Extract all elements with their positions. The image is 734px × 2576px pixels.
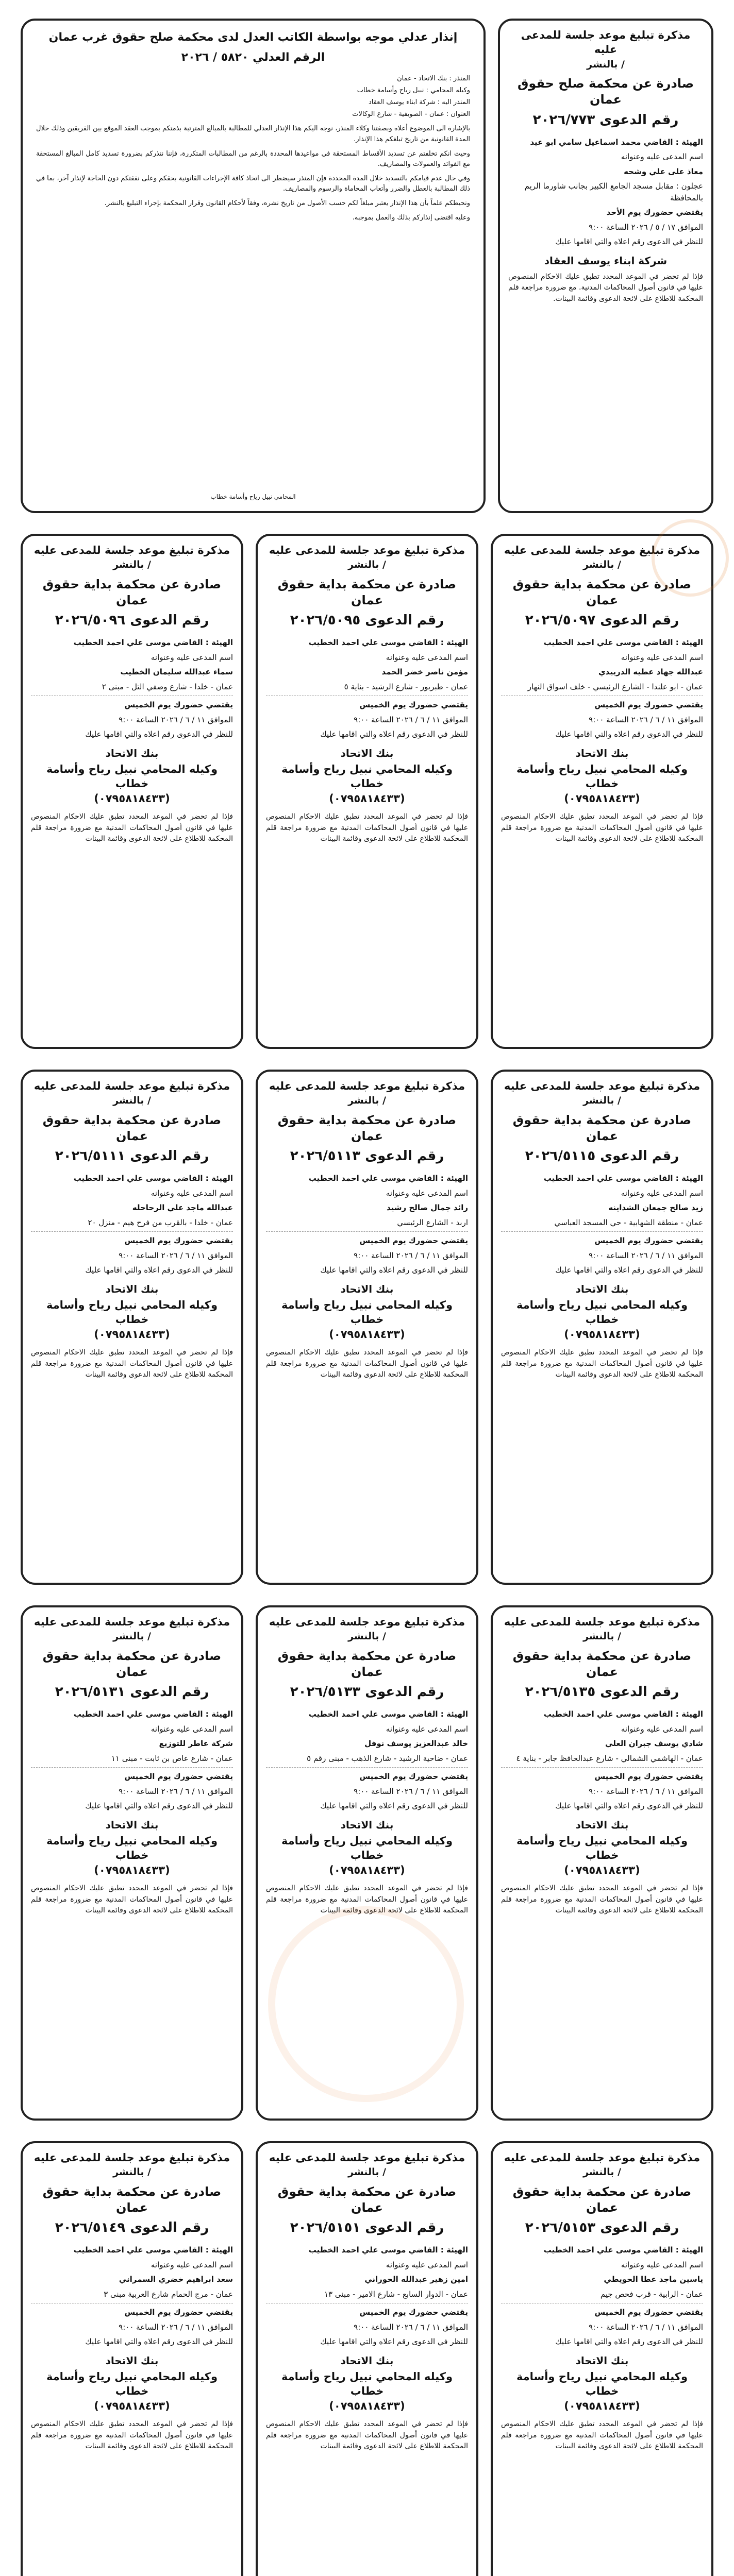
card-day: يقتضي حضورك يوم الخميس bbox=[594, 2308, 703, 2317]
card-court: صادرة عن محكمة بداية حقوق عمان bbox=[42, 1112, 222, 1144]
card-date: الموافق ١١ / ٦ / ٢٠٢٦ الساعة ٩:٠٠ bbox=[354, 1786, 468, 1796]
card-case-number: رقم الدعوى ٢٠٢٦/٥١٣١ bbox=[55, 1684, 209, 1700]
notice-card bbox=[256, 2141, 478, 2576]
card-plaintiff: بنك الاتحاد bbox=[340, 747, 394, 759]
card-judge: الهيئة : القاضي موسى علي احمد الخطيب bbox=[543, 2245, 703, 2255]
card-case-number: رقم الدعوى ٢٠٢٦/٥١٣٥ bbox=[525, 1684, 679, 1700]
notice-body bbox=[36, 124, 470, 223]
card-court: صادرة عن محكمة صلح حقوق عمان bbox=[517, 76, 694, 107]
card-subheader: / بالنشر bbox=[348, 2166, 386, 2178]
top-row bbox=[21, 19, 713, 513]
card-defendant-label: اسم المدعى عليه وعنوانه bbox=[386, 1724, 468, 1734]
card-defendant-label: اسم المدعى عليه وعنوانه bbox=[151, 1188, 233, 1198]
card-claim: للنظر في الدعوى رقم اعلاه والتي اقامها عليك bbox=[85, 2337, 233, 2347]
notice-meta-line: المنذر اليه : شركة ابناء يوسف العقاد bbox=[368, 98, 470, 107]
card-header: مذكرة تبليغ موعد جلسة للمدعى عليه bbox=[504, 2151, 700, 2164]
card-header: مذكرة تبليغ موعد جلسة للمدعى عليه bbox=[521, 29, 691, 56]
card-phone: (٠٧٩٥٨١٨٤٣٣) bbox=[329, 1328, 405, 1341]
card-address: عمان - منطقة الشهابية - حي المسجد العباسي bbox=[554, 1217, 703, 1227]
notice-meta-line: المنذر : بنك الاتحاد - عمان bbox=[397, 74, 470, 82]
card-plaintiff: بنك الاتحاد bbox=[575, 1282, 629, 1295]
card-subheader: / بالنشر bbox=[113, 2166, 151, 2178]
card-address: عمان - الرابية - قرب فحص جيم bbox=[600, 2289, 703, 2299]
card-lawyer: وكيله المحامي نبيل رياح وأسامة خطاب bbox=[516, 762, 688, 790]
card-case-number: رقم الدعوى ٢٠٢٦/٥١١٥ bbox=[525, 1148, 679, 1164]
card-address: عمان - مرج الحمام شارع العربية مبنى ٣ bbox=[104, 2289, 233, 2299]
card-claim: للنظر في الدعوى رقم اعلاه والتي اقامها عليك bbox=[320, 1801, 468, 1811]
card-phone: (٠٧٩٥٨١٨٤٣٣) bbox=[329, 2400, 405, 2413]
notice-title: إنذار عدلي موجه بواسطة الكاتب العدل لدى محكمة صلح حقوق غرب عمان bbox=[48, 31, 458, 44]
card-case-number: رقم الدعوى ٢٠٢٦/٥٠٩٥ bbox=[290, 613, 444, 629]
card-defendant-label: اسم المدعى عليه وعنوانه bbox=[151, 652, 233, 662]
card-header: مذكرة تبليغ موعد جلسة للمدعى عليه bbox=[504, 1616, 700, 1628]
card-phone: (٠٧٩٥٨١٨٤٣٣) bbox=[564, 1864, 640, 1877]
card-note: فإذا لم تحضر في الموعد المحدد تطبق عليك الاحكام المنصوص عليها في قانون أصول المحاكمات المدنية مع ضرورة مراجعة قلم المحكمة للاطلاع على لائحة الدعوى وقائمة البينات bbox=[266, 1884, 468, 1915]
card-plaintiff: شركة ابناء يوسف العقاد bbox=[544, 254, 668, 267]
divider bbox=[501, 1767, 703, 1768]
card-address: عمان - الدوار السابع - شارع الامير - مبنى ١٣ bbox=[324, 2289, 468, 2299]
notice-paragraph: بالإشارة الى الموضوع أعلاه وبصفتنا وكلاء المنذر، نوجه اليكم هذا الإنذار العدلي للمطالبة بالمبالغ المترتبة بذمتكم بموجب العقد الموقع بين الفريقين وذلك خلال المدة القانونية من تاريخ تبلغكم هذا الإنذار. bbox=[36, 125, 470, 143]
card-plaintiff: بنك الاتحاد bbox=[340, 2354, 394, 2367]
card-case-number: رقم الدعوى ٢٠٢٦/٥١١٣ bbox=[290, 1148, 444, 1164]
card-lawyer: وكيله المحامي نبيل رياح وأسامة خطاب bbox=[46, 2370, 218, 2398]
legal-warning-notice bbox=[21, 19, 486, 513]
card-defendant-label: اسم المدعى عليه وعنوانه bbox=[621, 652, 703, 662]
card-date: الموافق ١١ / ٦ / ٢٠٢٦ الساعة ٩:٠٠ bbox=[589, 715, 703, 724]
notice-meta bbox=[36, 74, 470, 120]
card-defendant-label: اسم المدعى عليه وعنوانه bbox=[151, 2260, 233, 2269]
card-date: الموافق ١١ / ٦ / ٢٠٢٦ الساعة ٩:٠٠ bbox=[119, 1250, 233, 1260]
card-defendant: عبدالله ماجد علي الرحاحله bbox=[132, 1203, 233, 1213]
card-phone: (٠٧٩٥٨١٨٤٣٣) bbox=[94, 792, 170, 805]
card-case-number: رقم الدعوى ٢٠٢٦/٥١٣٣ bbox=[290, 1684, 444, 1700]
card-line: معاذ على علي وشحه bbox=[624, 166, 703, 176]
card-date: الموافق ١١ / ٦ / ٢٠٢٦ الساعة ٩:٠٠ bbox=[354, 2322, 468, 2332]
card-header: مذكرة تبليغ موعد جلسة للمدعى عليه bbox=[269, 2151, 465, 2164]
card-plaintiff: بنك الاتحاد bbox=[105, 2354, 159, 2367]
card-header: مذكرة تبليغ موعد جلسة للمدعى عليه bbox=[269, 1080, 465, 1092]
notice-card-top-right bbox=[498, 19, 713, 513]
card-plaintiff: بنك الاتحاد bbox=[575, 747, 629, 759]
card-plaintiff: بنك الاتحاد bbox=[105, 1818, 159, 1831]
card-phone: (٠٧٩٥٨١٨٤٣٣) bbox=[94, 1328, 170, 1341]
card-case-number: رقم الدعوى ٢٠٢٦/٥١٥١ bbox=[290, 2220, 444, 2236]
card-phone: (٠٧٩٥٨١٨٤٣٣) bbox=[94, 1864, 170, 1877]
card-subheader: / بالنشر bbox=[113, 559, 151, 571]
notice-paragraph: وفي حال عدم قيامكم بالتسديد خلال المدة المحددة فإن المنذر سيضطر الى اتخاذ كافة الإجراءات القانونية بحقكم وعلى نفقتكم دون الحاجة لإنذار آخر، بما في ذلك المطالبة بالعطل والضرر وأتعاب المحاماة والرسوم والمصاريف. bbox=[36, 175, 470, 193]
card-line: اسم المدعى عليه وعنوانه bbox=[621, 152, 703, 162]
notice-cards-grid bbox=[21, 534, 713, 2576]
notice-card bbox=[491, 534, 713, 1049]
card-date: الموافق ١١ / ٦ / ٢٠٢٦ الساعة ٩:٠٠ bbox=[119, 2322, 233, 2332]
card-day: يقتضي حضورك يوم الخميس bbox=[124, 700, 233, 710]
card-day: يقتضي حضورك يوم الخميس bbox=[359, 1772, 468, 1782]
card-note: فإذا لم تحضر في الموعد المحدد تطبق عليك الاحكام المنصوص عليها في قانون أصول المحاكمات المدنية مع ضرورة مراجعة قلم المحكمة للاطلاع على لائحة الدعوى وقائمة البينات bbox=[31, 1884, 233, 1915]
card-note: فإذا لم تحضر في الموعد المحدد تطبق عليك الاحكام المنصوص عليها في قانون أصول المحاكمات المدنية مع ضرورة مراجعة قلم المحكمة للاطلاع على لائحة الدعوى وقائمة البينات bbox=[266, 1348, 468, 1379]
card-line: للنظر في الدعوى رقم اعلاه والتي اقامها عليك bbox=[555, 237, 703, 247]
notice-card bbox=[21, 1605, 243, 2121]
card-note: فإذا لم تحضر في الموعد المحدد تطبق عليك الاحكام المنصوص عليها في قانون أصول المحاكمات المدنية مع ضرورة مراجعة قلم المحكمة للاطلاع على لائحة الدعوى وقائمة البينات bbox=[501, 1348, 703, 1379]
card-line: عجلون : مقابل مسجد الجامع الكبير بجانب شاورما الريم بالمحافظة bbox=[524, 181, 703, 202]
card-day: يقتضي حضورك يوم الخميس bbox=[124, 1772, 233, 1782]
card-lawyer: وكيله المحامي نبيل رياح وأسامة خطاب bbox=[516, 2370, 688, 2398]
card-judge: الهيئة : القاضي موسى علي احمد الخطيب bbox=[308, 1174, 468, 1183]
notice-meta-line: وكيله المحامي : نبيل رياح وأسامة خطاب bbox=[357, 87, 470, 95]
card-judge: الهيئة : القاضي موسى علي احمد الخطيب bbox=[73, 2245, 233, 2255]
card-note: فإذا لم تحضر في الموعد المحدد تطبق عليك الاحكام المنصوص عليها في قانون أصول المحاكمات المدنية. مع ضرورة مراجعة قلم المحكمة للاطلاع على لائحة الدعوى وقائمة البينات. bbox=[508, 272, 703, 303]
card-note: فإذا لم تحضر في الموعد المحدد تطبق عليك الاحكام المنصوص عليها في قانون أصول المحاكمات المدنية مع ضرورة مراجعة قلم المحكمة للاطلاع على لائحة الدعوى وقائمة البينات bbox=[31, 812, 233, 843]
card-header: مذكرة تبليغ موعد جلسة للمدعى عليه bbox=[269, 1616, 465, 1628]
card-defendant-label: اسم المدعى عليه وعنوانه bbox=[386, 652, 468, 662]
card-lawyer: وكيله المحامي نبيل رياح وأسامة خطاب bbox=[46, 762, 218, 790]
card-defendant: مؤمن ناصر خضر الحمد bbox=[381, 667, 468, 677]
card-date: الموافق ١١ / ٦ / ٢٠٢٦ الساعة ٩:٠٠ bbox=[589, 1250, 703, 1260]
card-lawyer: وكيله المحامي نبيل رياح وأسامة خطاب bbox=[281, 762, 453, 790]
card-defendant-label: اسم المدعى عليه وعنوانه bbox=[386, 2260, 468, 2269]
card-plaintiff: بنك الاتحاد bbox=[105, 747, 159, 759]
card-defendant: شركة عاطر للتوزيع bbox=[159, 1739, 233, 1749]
card-defendant: عبدالله جهاد عطيه الدرييدي bbox=[598, 667, 703, 677]
card-plaintiff: بنك الاتحاد bbox=[340, 1282, 394, 1295]
card-day: يقتضي حضورك يوم الخميس bbox=[594, 700, 703, 710]
card-defendant-label: اسم المدعى عليه وعنوانه bbox=[621, 1724, 703, 1734]
notice-card bbox=[491, 1070, 713, 1585]
card-court: صادرة عن محكمة بداية حقوق عمان bbox=[277, 1648, 457, 1680]
card-lawyer: وكيله المحامي نبيل رياح وأسامة خطاب bbox=[46, 1298, 218, 1326]
card-case-number: رقم الدعوى ٢٠٢٦/٥١٥٣ bbox=[525, 2220, 679, 2236]
notice-card bbox=[491, 2141, 713, 2576]
card-claim: للنظر في الدعوى رقم اعلاه والتي اقامها عليك bbox=[85, 1801, 233, 1811]
card-subheader: / بالنشر bbox=[583, 1095, 621, 1107]
card-phone: (٠٧٩٥٨١٨٤٣٣) bbox=[94, 2400, 170, 2413]
card-court: صادرة عن محكمة بداية حقوق عمان bbox=[512, 577, 692, 608]
card-court: صادرة عن محكمة بداية حقوق عمان bbox=[42, 2184, 222, 2215]
card-phone: (٠٧٩٥٨١٨٤٣٣) bbox=[564, 792, 640, 805]
card-address: عمان - شارع عاص بن ثابت - مبنى ١١ bbox=[111, 1753, 233, 1763]
card-lawyer: وكيله المحامي نبيل رياح وأسامة خطاب bbox=[281, 2370, 453, 2398]
notice-subtitle: الرقم العدلي ٥٨٢٠ / ٢٠٢٦ bbox=[181, 50, 325, 64]
divider bbox=[31, 1767, 233, 1768]
card-address: عمان - خلدا - بالقرب من فرح هيم - منزل ٢٠ bbox=[88, 1217, 233, 1227]
card-address: عمان - الهاشمي الشمالي - شارع عبدالحافظ جابر - بناية ٤ bbox=[516, 1753, 703, 1763]
card-court: صادرة عن محكمة بداية حقوق عمان bbox=[277, 1112, 457, 1144]
card-subheader: / بالنشر bbox=[583, 559, 621, 571]
notice-card bbox=[256, 1070, 478, 1585]
notice-paragraph: وحيث انكم تخلفتم عن تسديد الأقساط المستحقة في مواعيدها المحددة بالرغم من المطالبات المتكررة، فإننا ننذركم بضرورة تسديد كامل المبالغ المستحقة مع الفوائد والعمولات والمصاريف. bbox=[36, 149, 470, 168]
notice-card bbox=[21, 1070, 243, 1585]
notice-footer: المحامي نبيل رياح وأسامة خطاب bbox=[210, 493, 296, 501]
card-note: فإذا لم تحضر في الموعد المحدد تطبق عليك الاحكام المنصوص عليها في قانون أصول المحاكمات المدنية مع ضرورة مراجعة قلم المحكمة للاطلاع على لائحة الدعوى وقائمة البينات bbox=[266, 2419, 468, 2451]
card-lawyer: وكيله المحامي نبيل رياح وأسامة خطاب bbox=[281, 1298, 453, 1326]
card-day: يقتضي حضورك يوم الخميس bbox=[359, 700, 468, 710]
card-judge: الهيئة : القاضي موسى علي احمد الخطيب bbox=[73, 638, 233, 648]
divider bbox=[31, 1231, 233, 1232]
card-date: الموافق ١١ / ٦ / ٢٠٢٦ الساعة ٩:٠٠ bbox=[119, 1786, 233, 1796]
card-note: فإذا لم تحضر في الموعد المحدد تطبق عليك الاحكام المنصوص عليها في قانون أصول المحاكمات المدنية مع ضرورة مراجعة قلم المحكمة للاطلاع على لائحة الدعوى وقائمة البينات bbox=[31, 2419, 233, 2451]
card-line: الموافق ١٧ / ٥ / ٢٠٢٦ الساعة ٩:٠٠ bbox=[589, 222, 703, 232]
card-court: صادرة عن محكمة بداية حقوق عمان bbox=[512, 1112, 692, 1144]
card-plaintiff: بنك الاتحاد bbox=[340, 1818, 394, 1831]
card-phone: (٠٧٩٥٨١٨٤٣٣) bbox=[329, 792, 405, 805]
card-defendant: سعد ابراهيم خضري السمراني bbox=[119, 2275, 233, 2284]
card-subheader: / بالنشر bbox=[348, 1631, 386, 1642]
card-header: مذكرة تبليغ موعد جلسة للمدعى عليه bbox=[504, 1080, 700, 1092]
card-judge: الهيئة : القاضي موسى علي احمد الخطيب bbox=[308, 638, 468, 648]
card-header: مذكرة تبليغ موعد جلسة للمدعى عليه bbox=[34, 2151, 230, 2164]
card-case-number: رقم الدعوى ٢٠٢٦/٥٠٩٦ bbox=[55, 613, 209, 629]
card-day: يقتضي حضورك يوم الخميس bbox=[594, 1772, 703, 1782]
card-date: الموافق ١١ / ٦ / ٢٠٢٦ الساعة ٩:٠٠ bbox=[119, 715, 233, 724]
card-date: الموافق ١١ / ٦ / ٢٠٢٦ الساعة ٩:٠٠ bbox=[589, 1786, 703, 1796]
card-subheader: / بالنشر bbox=[583, 2166, 621, 2178]
card-note: فإذا لم تحضر في الموعد المحدد تطبق عليك الاحكام المنصوص عليها في قانون أصول المحاكمات المدنية مع ضرورة مراجعة قلم المحكمة للاطلاع على لائحة الدعوى وقائمة البينات bbox=[266, 812, 468, 843]
card-case-number: رقم الدعوى ٢٠٢٦/٥١١١ bbox=[55, 1148, 209, 1164]
notice-paragraph: ونحيطكم علماً بأن هذا الإنذار يعتبر مبلغاً لكم حسب الأصول من تاريخ نشره، وفقاً لأحكام القانون وقرار المحكمة بإجراء التبليغ بالنشر. bbox=[104, 199, 470, 208]
card-claim: للنظر في الدعوى رقم اعلاه والتي اقامها عليك bbox=[320, 2337, 468, 2347]
card-note: فإذا لم تحضر في الموعد المحدد تطبق عليك الاحكام المنصوص عليها في قانون أصول المحاكمات المدنية مع ضرورة مراجعة قلم المحكمة للاطلاع على لائحة الدعوى وقائمة البينات bbox=[501, 2419, 703, 2451]
card-plaintiff: بنك الاتحاد bbox=[105, 1282, 159, 1295]
card-defendant-label: اسم المدعى عليه وعنوانه bbox=[386, 1188, 468, 1198]
card-plaintiff: بنك الاتحاد bbox=[575, 1818, 629, 1831]
card-note: فإذا لم تحضر في الموعد المحدد تطبق عليك الاحكام المنصوص عليها في قانون أصول المحاكمات المدنية مع ضرورة مراجعة قلم المحكمة للاطلاع على لائحة الدعوى وقائمة البينات bbox=[501, 1884, 703, 1915]
card-judge: الهيئة : القاضي موسى علي احمد الخطيب bbox=[308, 1709, 468, 1719]
card-address: اربد - الشارع الرئيسي bbox=[397, 1217, 468, 1227]
card-defendant: رائد جمال صالح رشيد bbox=[387, 1203, 468, 1213]
notice-card bbox=[491, 1605, 713, 2121]
card-court: صادرة عن محكمة بداية حقوق عمان bbox=[512, 1648, 692, 1680]
notice-card bbox=[21, 534, 243, 1049]
card-header: مذكرة تبليغ موعد جلسة للمدعى عليه bbox=[34, 544, 230, 556]
card-claim: للنظر في الدعوى رقم اعلاه والتي اقامها عليك bbox=[85, 1265, 233, 1275]
card-claim: للنظر في الدعوى رقم اعلاه والتي اقامها عليك bbox=[555, 1801, 703, 1811]
card-subheader: / بالنشر bbox=[583, 1631, 621, 1642]
card-header: مذكرة تبليغ موعد جلسة للمدعى عليه bbox=[34, 1080, 230, 1092]
card-date: الموافق ١١ / ٦ / ٢٠٢٦ الساعة ٩:٠٠ bbox=[354, 1250, 468, 1260]
card-claim: للنظر في الدعوى رقم اعلاه والتي اقامها عليك bbox=[555, 2337, 703, 2347]
card-subheader: / بالنشر bbox=[113, 1095, 151, 1107]
card-subheader: / بالنشر bbox=[348, 1095, 386, 1107]
card-defendant: خالد عبدالعزيز يوسف نوفل bbox=[364, 1739, 468, 1749]
card-judge: الهيئة : القاضي موسى علي احمد الخطيب bbox=[543, 1709, 703, 1719]
card-day: يقتضي حضورك يوم الخميس bbox=[124, 1236, 233, 1246]
card-lawyer: وكيله المحامي نبيل رياح وأسامة خطاب bbox=[516, 1834, 688, 1862]
card-subheader: / بالنشر bbox=[348, 559, 386, 571]
divider bbox=[501, 1231, 703, 1232]
notice-card bbox=[21, 2141, 243, 2576]
card-lawyer: وكيله المحامي نبيل رياح وأسامة خطاب bbox=[46, 1834, 218, 1862]
card-header: مذكرة تبليغ موعد جلسة للمدعى عليه bbox=[34, 1616, 230, 1628]
card-court: صادرة عن محكمة بداية حقوق عمان bbox=[277, 2184, 457, 2215]
card-defendant-label: اسم المدعى عليه وعنوانه bbox=[151, 1724, 233, 1734]
card-case-number: رقم الدعوى ٢٠٢٦/٥١٤٩ bbox=[55, 2220, 209, 2236]
card-judge: الهيئة : القاضي موسى علي احمد الخطيب bbox=[543, 1174, 703, 1183]
card-defendant: سماء عبدالله سليمان الخطيب bbox=[120, 667, 233, 677]
notice-paragraph: وعليه اقتضى إنذاركم بذلك والعمل بموجبه. bbox=[352, 214, 470, 222]
card-phone: (٠٧٩٥٨١٨٤٣٣) bbox=[564, 1328, 640, 1341]
card-case-number: رقم الدعوى ٢٠٢٦/٧٧٣ bbox=[532, 112, 679, 128]
card-day: يقتضي حضورك يوم الخميس bbox=[594, 1236, 703, 1246]
card-judge: الهيئة : القاضي موسى علي احمد الخطيب bbox=[73, 1174, 233, 1183]
card-lawyer: وكيله المحامي نبيل رياح وأسامة خطاب bbox=[281, 1834, 453, 1862]
card-court: صادرة عن محكمة بداية حقوق عمان bbox=[42, 577, 222, 608]
card-address: عمان - ضاحية الرشيد - شارع الذهب - مبنى رقم ٥ bbox=[307, 1753, 468, 1763]
card-court: صادرة عن محكمة بداية حقوق عمان bbox=[277, 577, 457, 608]
card-phone: (٠٧٩٥٨١٨٤٣٣) bbox=[564, 2400, 640, 2413]
card-claim: للنظر في الدعوى رقم اعلاه والتي اقامها عليك bbox=[85, 730, 233, 739]
card-court: صادرة عن محكمة بداية حقوق عمان bbox=[42, 1648, 222, 1680]
card-line: يقتضي حضورك يوم الأحد bbox=[606, 208, 703, 217]
card-claim: للنظر في الدعوى رقم اعلاه والتي اقامها عليك bbox=[555, 1265, 703, 1275]
card-subheader: / بالنشر bbox=[113, 1631, 151, 1642]
card-lawyer: وكيله المحامي نبيل رياح وأسامة خطاب bbox=[516, 1298, 688, 1326]
card-court: صادرة عن محكمة بداية حقوق عمان bbox=[512, 2184, 692, 2215]
card-day: يقتضي حضورك يوم الخميس bbox=[124, 2308, 233, 2317]
card-judge: الهيئة : القاضي موسى علي احمد الخطيب bbox=[308, 2245, 468, 2255]
card-defendant: زيد صالح جمعان الشداينه bbox=[608, 1203, 703, 1213]
divider bbox=[266, 1767, 468, 1768]
card-defendant: شادي يوسف جبران العلي bbox=[605, 1739, 703, 1749]
card-address: عمان - خلدا - شارع وصفي التل - مبنى ٢ bbox=[102, 682, 233, 691]
card-address: عمان - ابو علندا - الشارع الرئيسي - خلف اسواق النهار bbox=[527, 682, 703, 691]
card-claim: للنظر في الدعوى رقم اعلاه والتي اقامها عليك bbox=[555, 730, 703, 739]
card-day: يقتضي حضورك يوم الخميس bbox=[359, 1236, 468, 1246]
card-header: مذكرة تبليغ موعد جلسة للمدعى عليه bbox=[504, 544, 700, 556]
card-date: الموافق ١١ / ٦ / ٢٠٢٦ الساعة ٩:٠٠ bbox=[354, 715, 468, 724]
card-address: عمان - طبربور - شارع الرشيد - بناية ٥ bbox=[344, 682, 468, 691]
divider bbox=[266, 1231, 468, 1232]
card-judge: الهيئة : القاضي موسى علي احمد الخطيب bbox=[543, 638, 703, 648]
card-defendant: ياسين ماجد عطا الحويطي bbox=[604, 2275, 703, 2284]
card-claim: للنظر في الدعوى رقم اعلاه والتي اقامها عليك bbox=[320, 730, 468, 739]
card-defendant-label: اسم المدعى عليه وعنوانه bbox=[621, 1188, 703, 1198]
card-defendant: امين زهير عبدالله الحوراني bbox=[364, 2275, 468, 2284]
card-phone: (٠٧٩٥٨١٨٤٣٣) bbox=[329, 1864, 405, 1877]
card-subheader: / بالنشر bbox=[587, 58, 625, 70]
card-header: مذكرة تبليغ موعد جلسة للمدعى عليه bbox=[269, 544, 465, 556]
card-case-number: رقم الدعوى ٢٠٢٦/٥٠٩٧ bbox=[525, 613, 679, 629]
card-note: فإذا لم تحضر في الموعد المحدد تطبق عليك الاحكام المنصوص عليها في قانون أصول المحاكمات المدنية مع ضرورة مراجعة قلم المحكمة للاطلاع على لائحة الدعوى وقائمة البينات bbox=[31, 1348, 233, 1379]
notice-card bbox=[256, 1605, 478, 2121]
card-line: الهيئة : القاضي محمد اسماعيل سامي ابو عيد bbox=[530, 137, 703, 147]
card-note: فإذا لم تحضر في الموعد المحدد تطبق عليك الاحكام المنصوص عليها في قانون أصول المحاكمات المدنية مع ضرورة مراجعة قلم المحكمة للاطلاع على لائحة الدعوى وقائمة البينات bbox=[501, 812, 703, 843]
card-date: الموافق ١١ / ٦ / ٢٠٢٦ الساعة ٩:٠٠ bbox=[589, 2322, 703, 2332]
notice-meta-line: العنوان : عمان - الصويفية - شارع الوكالات bbox=[352, 110, 470, 118]
card-claim: للنظر في الدعوى رقم اعلاه والتي اقامها عليك bbox=[320, 1265, 468, 1275]
card-day: يقتضي حضورك يوم الخميس bbox=[359, 2308, 468, 2317]
card-plaintiff: بنك الاتحاد bbox=[575, 2354, 629, 2367]
card-defendant-label: اسم المدعى عليه وعنوانه bbox=[621, 2260, 703, 2269]
card-judge: الهيئة : القاضي موسى علي احمد الخطيب bbox=[73, 1709, 233, 1719]
notice-card bbox=[256, 534, 478, 1049]
